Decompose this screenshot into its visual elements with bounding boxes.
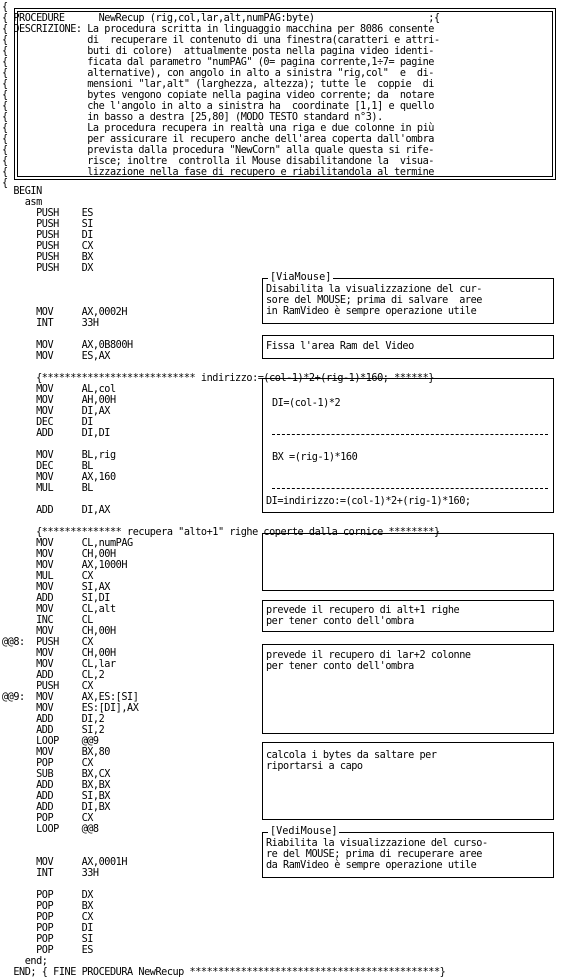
indirizzo-line3: DI=indirizzo:=(col-1)*2+(rig-1)*160; bbox=[266, 496, 471, 507]
header-line: { risce; inoltre controlla il Mouse disabilitandone la visua- bbox=[2, 156, 434, 167]
code-line: ADD SI,BX bbox=[2, 791, 110, 802]
code-line: MOV CH,00H bbox=[2, 648, 116, 659]
indirizzo-line2: BX =(rig-1)*160 bbox=[272, 452, 358, 463]
header-line: { buti di colore) attualmente posta nella pagina video identi- bbox=[2, 46, 434, 57]
viamouse-text: Disabilita la visualizzazione del cur- sore del MOUSE; prima di salvare aree in RamVideo è sempre operazione utile bbox=[266, 284, 482, 317]
code-line: @@9: MOV AX,ES:[SI] bbox=[2, 692, 139, 703]
code-line: SUB BX,CX bbox=[2, 769, 110, 780]
code-line: PUSH CX bbox=[2, 681, 93, 692]
code-line: PUSH DI bbox=[2, 230, 93, 241]
code-line: END; { FINE PROCEDURA NewRecup ********************************************} bbox=[2, 967, 446, 978]
code-line: ADD DI,2 bbox=[2, 714, 105, 725]
code-line: MOV CL,alt bbox=[2, 604, 116, 615]
code-line: ADD SI,DI bbox=[2, 593, 110, 604]
code-line: MOV AL,col bbox=[2, 384, 116, 395]
vedimouse-title: [VediMouse] bbox=[270, 826, 338, 837]
code-line: {************** recupera "alto+1" righe coperte dalla cornice ********} bbox=[2, 527, 440, 538]
code-line: POP BX bbox=[2, 901, 93, 912]
header-line: { bytes vengono copiate nella pagina video corrente; da notare bbox=[2, 90, 434, 101]
code-line: MOV BL,rig bbox=[2, 450, 116, 461]
code-line: MUL CX bbox=[2, 571, 93, 582]
code-line: POP CX bbox=[2, 912, 93, 923]
header-line: { bbox=[2, 178, 8, 189]
code-line: end; bbox=[2, 956, 48, 967]
code-line: POP CX bbox=[2, 758, 93, 769]
code-line: MOV CH,00H bbox=[2, 626, 116, 637]
code-line: PUSH ES bbox=[2, 208, 93, 219]
header-line: { ficata dal parametro "numPAG" (0= pagina corrente,1÷7= pagine bbox=[2, 57, 434, 68]
code-line: INC CL bbox=[2, 615, 93, 626]
code-line: ADD DI,AX bbox=[2, 505, 110, 516]
code-line: ADD SI,2 bbox=[2, 725, 105, 736]
code-line: LOOP @@9 bbox=[2, 736, 99, 747]
code-line: ADD DI,DI bbox=[2, 428, 110, 439]
code-line: MOV AX,1000H bbox=[2, 560, 128, 571]
code-line: @@8: PUSH CX bbox=[2, 637, 93, 648]
code-line: PUSH DX bbox=[2, 263, 93, 274]
code-line: MOV DI,AX bbox=[2, 406, 110, 417]
calcola-text: calcola i bytes da saltare per riportarsi a capo bbox=[266, 750, 437, 772]
header-line: { che l'angolo in alto a sinistra ha coordinate [1,1] e quello bbox=[2, 101, 434, 112]
header-line: { per assicurare il recupero anche dell'area coperta dall'ombra bbox=[2, 134, 434, 145]
code-line: PUSH BX bbox=[2, 252, 93, 263]
code-line: MOV AX,160 bbox=[2, 472, 116, 483]
code-line: POP ES bbox=[2, 945, 93, 956]
code-line: POP CX bbox=[2, 813, 93, 824]
code-line: MUL BL bbox=[2, 483, 93, 494]
code-line: ADD DI,BX bbox=[2, 802, 110, 813]
code-line: MOV ES:[DI],AX bbox=[2, 703, 139, 714]
header-line: { mensioni "lar,alt" (larghezza, altezza); tutte le coppie di bbox=[2, 79, 434, 90]
code-line: asm bbox=[2, 197, 42, 208]
code-line: ADD BX,BX bbox=[2, 780, 110, 791]
code-line: MOV SI,AX bbox=[2, 582, 110, 593]
code-line: POP DX bbox=[2, 890, 93, 901]
header-line: { di recuperare il contenuto di una finestra(caratteri e attri- bbox=[2, 35, 440, 46]
code-line: MOV AH,00H bbox=[2, 395, 116, 406]
header-line: { prevista dalla procedura "NewCorn" alla quale questa si rife- bbox=[2, 145, 434, 156]
header-line: { bbox=[2, 2, 8, 13]
header-line: { PROCEDURE NewRecup (rig,col,lar,alt,numPAG:byte) ;{ bbox=[2, 13, 440, 24]
code-line: PUSH SI bbox=[2, 219, 93, 230]
indirizzo-line1: DI=(col-1)*2 bbox=[272, 398, 341, 409]
code-line: INT 33H bbox=[2, 318, 99, 329]
code-line: LOOP @@8 bbox=[2, 824, 99, 835]
code-line: INT 33H bbox=[2, 868, 99, 879]
code-line: MOV AX,0B800H bbox=[2, 340, 133, 351]
code-line: ADD CL,2 bbox=[2, 670, 105, 681]
header-line: { in basso a destra [25,80] (MODO TESTO standard n°3). bbox=[2, 112, 383, 123]
code-line: MOV AX,0002H bbox=[2, 307, 128, 318]
code-line: POP DI bbox=[2, 923, 93, 934]
code-line: MOV CL,numPAG bbox=[2, 538, 133, 549]
code-line: MOV AX,0001H bbox=[2, 857, 128, 868]
code-line: DEC BL bbox=[2, 461, 93, 472]
code-line: MOV ES,AX bbox=[2, 351, 110, 362]
prevede-alt-text: prevede il recupero di alt+1 righe per tener conto dell'ombra bbox=[266, 605, 460, 627]
empty-box-1 bbox=[262, 533, 554, 591]
viamouse-title: [ViaMouse] bbox=[270, 272, 332, 283]
header-line: { DESCRIZIONE: La procedura scritta in linguaggio macchina per 8086 consente bbox=[2, 24, 434, 35]
code-line: DEC DI bbox=[2, 417, 93, 428]
code-line: MOV CH,00H bbox=[2, 549, 116, 560]
prevede-lar-text: prevede il recupero di lar+2 colonne per tener conto dell'ombra bbox=[266, 650, 471, 672]
indirizzo-divider-2 bbox=[272, 488, 548, 489]
header-line: { lizzazione nella fase di recupero e riabilitandola al termine bbox=[2, 167, 434, 178]
code-line: PUSH CX bbox=[2, 241, 93, 252]
code-line: POP SI bbox=[2, 934, 93, 945]
code-line: MOV BX,80 bbox=[2, 747, 110, 758]
header-line: { alternative), con angolo in alto a sinistra "rig,col" e di- bbox=[2, 68, 434, 79]
code-line: BEGIN bbox=[2, 186, 42, 197]
code-line: {*************************** indirizzo:=(col-1)*2+(rig-1)*160; ******} bbox=[2, 373, 434, 384]
vedimouse-text: Riabilita la visualizzazione del curso- re del MOUSE; prima di recuperare aree da RamVideo è sempre operazione utile bbox=[266, 838, 488, 871]
fissa-ram-text: Fissa l'area Ram del Video bbox=[266, 341, 414, 352]
indirizzo-divider-1 bbox=[272, 434, 548, 435]
header-line: { La procedura recupera in realtà una riga e due colonne in più bbox=[2, 123, 434, 134]
code-line: MOV CL,lar bbox=[2, 659, 116, 670]
